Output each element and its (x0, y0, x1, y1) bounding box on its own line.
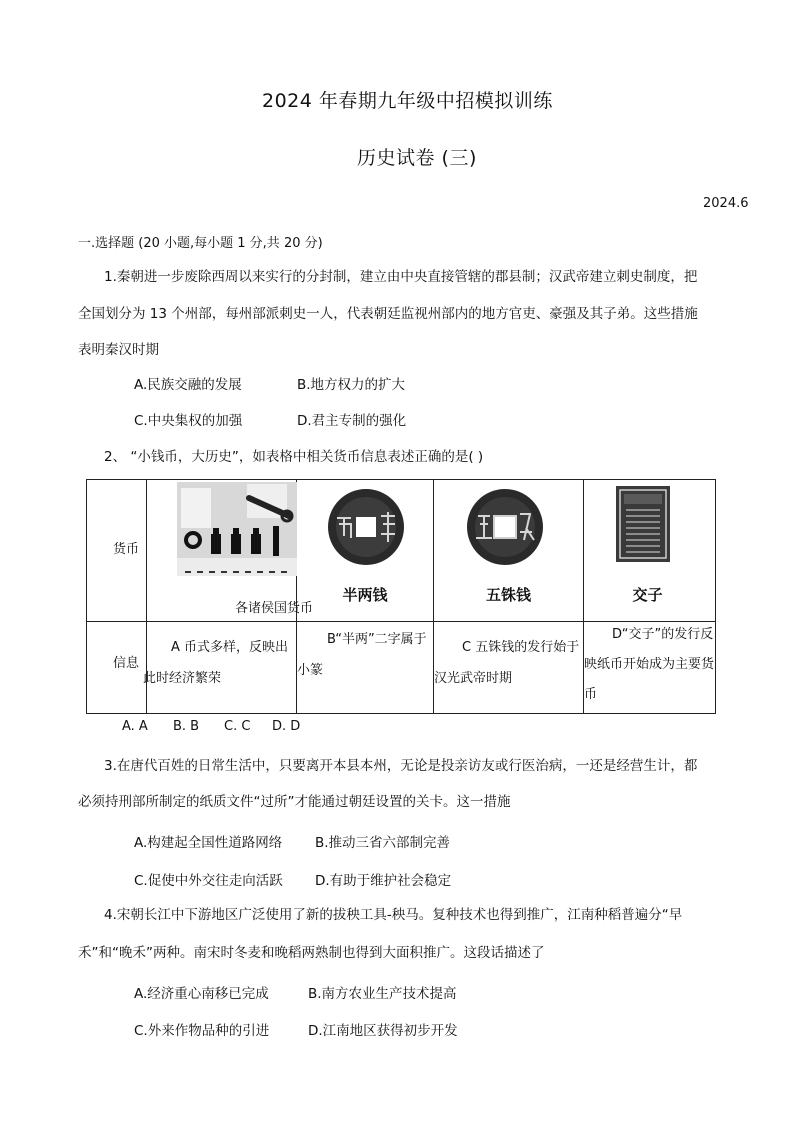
info-cell-a (143, 622, 297, 714)
q1-option-d[interactable]: D.君主专制的强化 (297, 413, 407, 429)
wuzhu-coin-image (466, 488, 544, 566)
q4-line1: 4.宋朝长江中下游地区广泛使用了新的拔秧工具-秧马。复种技术也得到推广，江南种稻普遍分“早 (104, 907, 683, 923)
jiaozi-note-image (616, 486, 670, 562)
coin-label-banliang: 半两钱 (342, 586, 388, 604)
q1-line2: 全国划分为 13 个州部，每州部派刺史一人，代表朝廷监视州部内的地方官吏、豪强及其子弟。这些措施 (78, 306, 698, 322)
q3-option-b[interactable]: B.推动三省六部制完善 (315, 835, 451, 851)
q2-option-b[interactable]: B. B (173, 719, 200, 734)
coin-cell-warring-states (147, 480, 314, 622)
warring-states-coins-image (177, 482, 297, 576)
q3-line1: 3.在唐代百姓的日常生活中，只要离开本县本州，无论是投亲访友或行医治病，一还是经营生计，都 (104, 758, 698, 774)
banliang-coin-image (327, 488, 405, 566)
q1-option-a[interactable]: A.民族交融的发展 (134, 377, 242, 393)
q4-option-b[interactable]: B.南方农业生产技术提高 (308, 986, 457, 1002)
coin-cell-banliang (297, 480, 434, 622)
coin-label-warring-states: 各诸侯国货币 (235, 601, 314, 616)
q4-option-a[interactable]: A.经济重心南移已完成 (134, 986, 269, 1002)
coin-cell-wuzhu (434, 480, 584, 622)
q4-option-d[interactable]: D.江南地区获得初步开发 (308, 1023, 458, 1039)
q2-stem: 2、 “小钱币，大历史”，如表格中相关货币信息表述正确的是( ) (104, 449, 484, 465)
q3-option-c[interactable]: C.促使中外交往走向活跃 (134, 873, 283, 889)
currency-table (86, 479, 716, 714)
info-a-text: A 币式多样，反映出此时经济繁荣 (143, 640, 289, 686)
q4-line2: 禾”和“晚禾”两种。南宋时冬麦和晚稻两熟制也得到大面积推广。这段话描述了 (78, 945, 545, 961)
exam-subtitle: 历史试卷 (三) (357, 147, 477, 169)
info-c-text: C 五铢钱的发行始于汉光武帝时期 (434, 640, 580, 686)
q1-line3: 表明秦汉时期 (78, 342, 159, 358)
info-cell-d (584, 622, 716, 714)
info-cell-c (434, 622, 584, 714)
q2-option-c[interactable]: C. C (224, 719, 251, 734)
q1-line1: 1.秦朝进一步废除西周以来实行的分封制，建立由中央直接管辖的郡县制；汉武帝建立刺史制度，把 (104, 269, 698, 285)
q1-option-b[interactable]: B.地方权力的扩大 (297, 377, 406, 393)
q3-option-d[interactable]: D.有助于维护社会稳定 (315, 873, 452, 889)
info-cell-b (297, 622, 434, 714)
coin-label-wuzhu: 五铢钱 (485, 586, 531, 604)
row-header-currency: 货币 (87, 480, 147, 622)
coin-cell-jiaozi (584, 480, 716, 622)
q2-option-a[interactable]: A. A (122, 719, 148, 734)
exam-title: 2024 年春期九年级中招模拟训练 (262, 90, 553, 112)
info-d-text: D“交子”的发行反映纸币开始成为主要货币 (584, 627, 715, 702)
q3-line2: 必须持刑部所制定的纸质文件“过所”才能通过朝廷设置的关卡。这一措施 (78, 794, 511, 810)
q2-option-d[interactable]: D. D (272, 719, 301, 734)
q3-option-a[interactable]: A.构建起全国性道路网络 (134, 835, 283, 851)
q4-option-c[interactable]: C.外来作物品种的引进 (134, 1023, 270, 1039)
info-b-text: B“半两”二字属于小篆 (297, 632, 427, 678)
exam-date: 2024.6 (703, 196, 749, 211)
section-heading: 一.选择题 (20 小题,每小题 1 分,共 20 分) (78, 236, 323, 251)
q1-option-c[interactable]: C.中央集权的加强 (134, 413, 243, 429)
coin-label-jiaozi: 交子 (632, 586, 663, 604)
row-header-info: 信息 (87, 622, 147, 714)
